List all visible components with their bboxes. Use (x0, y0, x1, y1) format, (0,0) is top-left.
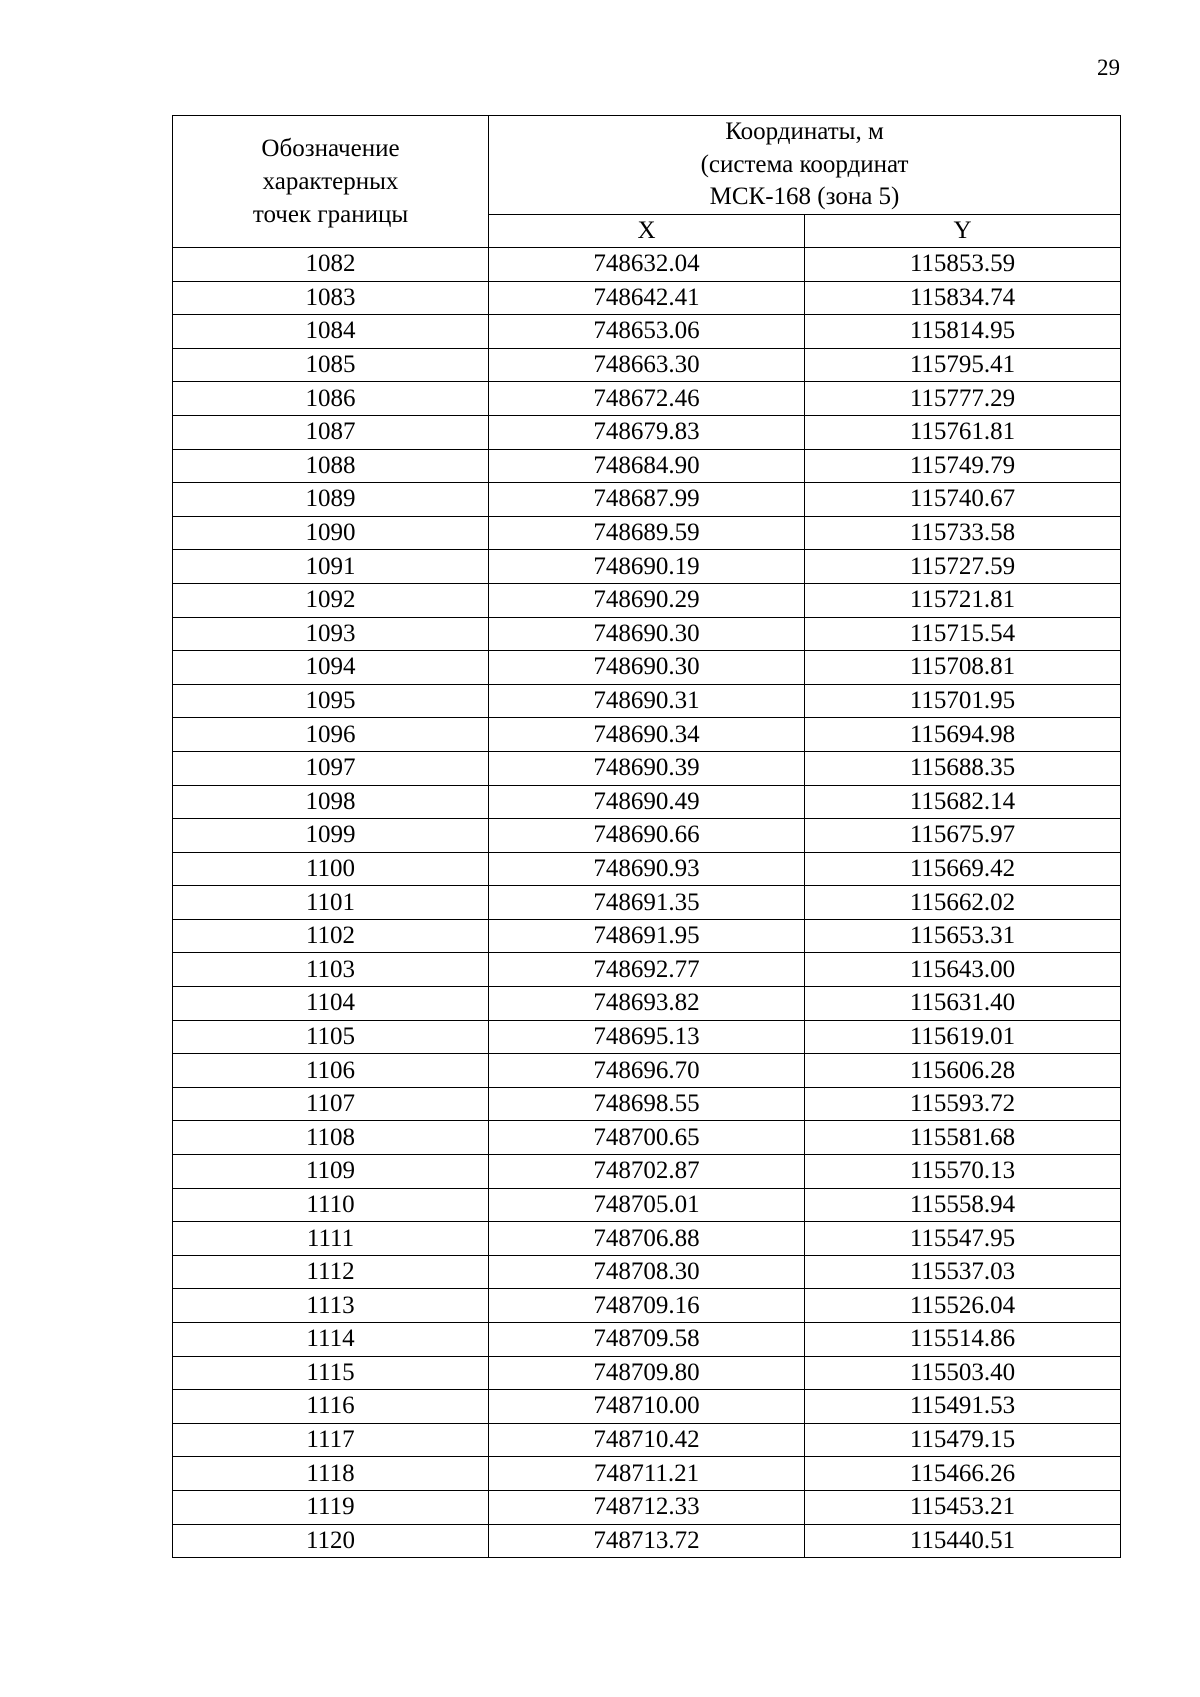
cell-point: 1118 (173, 1457, 489, 1491)
cell-point: 1104 (173, 987, 489, 1021)
cell-point: 1084 (173, 315, 489, 349)
cell-x: 748690.93 (489, 852, 805, 886)
cell-y: 115694.98 (805, 718, 1121, 752)
header-point-line3: точек границы (252, 201, 409, 228)
table-row (173, 886, 1121, 920)
cell-x: 748690.30 (489, 617, 805, 651)
cell-y: 115688.35 (805, 751, 1121, 785)
header-point-designation (173, 116, 489, 248)
table-body (173, 248, 1121, 1558)
cell-x: 748672.46 (489, 382, 805, 416)
header-point-designation-text (173, 132, 488, 231)
cell-x: 748705.01 (489, 1188, 805, 1222)
cell-x: 748679.83 (489, 415, 805, 449)
cell-y: 115708.81 (805, 651, 1121, 685)
cell-x: 748642.41 (489, 281, 805, 315)
cell-x: 748712.33 (489, 1490, 805, 1524)
cell-x: 748690.19 (489, 550, 805, 584)
table-row (173, 1490, 1121, 1524)
cell-point: 1108 (173, 1121, 489, 1155)
table-row (173, 718, 1121, 752)
cell-y: 115834.74 (805, 281, 1121, 315)
cell-point: 1116 (173, 1390, 489, 1424)
cell-y: 115733.58 (805, 516, 1121, 550)
cell-point: 1095 (173, 684, 489, 718)
cell-x: 748689.59 (489, 516, 805, 550)
cell-point: 1085 (173, 348, 489, 382)
cell-y: 115631.40 (805, 987, 1121, 1021)
cell-y: 115453.21 (805, 1490, 1121, 1524)
cell-point: 1106 (173, 1054, 489, 1088)
cell-y: 115503.40 (805, 1356, 1121, 1390)
cell-point: 1094 (173, 651, 489, 685)
table-row (173, 1087, 1121, 1121)
cell-y: 115547.95 (805, 1222, 1121, 1256)
table-row (173, 1457, 1121, 1491)
table-row (173, 281, 1121, 315)
cell-point: 1088 (173, 449, 489, 483)
table-row (173, 1222, 1121, 1256)
cell-x: 748709.16 (489, 1289, 805, 1323)
cell-x: 748690.30 (489, 651, 805, 685)
cell-x: 748696.70 (489, 1054, 805, 1088)
cell-point: 1096 (173, 718, 489, 752)
cell-x: 748690.39 (489, 751, 805, 785)
cell-y: 115662.02 (805, 886, 1121, 920)
header-point-line2: характерных (262, 168, 399, 195)
cell-point: 1082 (173, 248, 489, 282)
cell-y: 115761.81 (805, 415, 1121, 449)
cell-point: 1110 (173, 1188, 489, 1222)
cell-y: 115853.59 (805, 248, 1121, 282)
cell-point: 1112 (173, 1255, 489, 1289)
cell-x: 748702.87 (489, 1155, 805, 1189)
table-row (173, 751, 1121, 785)
table-row (173, 1289, 1121, 1323)
cell-x: 748709.58 (489, 1323, 805, 1357)
table-row (173, 382, 1121, 416)
cell-point: 1107 (173, 1087, 489, 1121)
cell-y: 115653.31 (805, 919, 1121, 953)
cell-point: 1087 (173, 415, 489, 449)
table-row (173, 583, 1121, 617)
header-y: Y (805, 215, 1121, 248)
cell-point: 1090 (173, 516, 489, 550)
cell-y: 115777.29 (805, 382, 1121, 416)
cell-x: 748690.29 (489, 583, 805, 617)
cell-x: 748690.66 (489, 819, 805, 853)
header-coordinates-line3: МСК-168 (зона 5) (709, 183, 900, 211)
cell-point: 1119 (173, 1490, 489, 1524)
cell-x: 748690.34 (489, 718, 805, 752)
table-row (173, 449, 1121, 483)
cell-point: 1102 (173, 919, 489, 953)
cell-y: 115440.51 (805, 1524, 1121, 1558)
cell-point: 1100 (173, 852, 489, 886)
table-row (173, 1423, 1121, 1457)
table-row (173, 987, 1121, 1021)
cell-y: 115558.94 (805, 1188, 1121, 1222)
cell-y: 115675.97 (805, 819, 1121, 853)
cell-y: 115795.41 (805, 348, 1121, 382)
table-row (173, 415, 1121, 449)
cell-point: 1109 (173, 1155, 489, 1189)
cell-x: 748663.30 (489, 348, 805, 382)
table-row (173, 1188, 1121, 1222)
table-row (173, 617, 1121, 651)
cell-x: 748700.65 (489, 1121, 805, 1155)
cell-y: 115740.67 (805, 483, 1121, 517)
cell-x: 748708.30 (489, 1255, 805, 1289)
cell-point: 1091 (173, 550, 489, 584)
cell-point: 1101 (173, 886, 489, 920)
cell-point: 1117 (173, 1423, 489, 1457)
cell-x: 748698.55 (489, 1087, 805, 1121)
cell-point: 1083 (173, 281, 489, 315)
cell-point: 1114 (173, 1323, 489, 1357)
table-row (173, 550, 1121, 584)
cell-point: 1099 (173, 819, 489, 853)
cell-x: 748693.82 (489, 987, 805, 1021)
cell-point: 1120 (173, 1524, 489, 1558)
header-row-top (173, 116, 1121, 215)
cell-point: 1086 (173, 382, 489, 416)
table-row (173, 348, 1121, 382)
cell-x: 748713.72 (489, 1524, 805, 1558)
cell-point: 1105 (173, 1020, 489, 1054)
table-row (173, 1155, 1121, 1189)
table-row (173, 516, 1121, 550)
cell-y: 115721.81 (805, 583, 1121, 617)
cell-x: 748710.42 (489, 1423, 805, 1457)
cell-x: 748691.95 (489, 919, 805, 953)
table-row (173, 315, 1121, 349)
cell-x: 748695.13 (489, 1020, 805, 1054)
cell-y: 115619.01 (805, 1020, 1121, 1054)
table-row (173, 1020, 1121, 1054)
cell-x: 748691.35 (489, 886, 805, 920)
cell-point: 1098 (173, 785, 489, 819)
cell-point: 1097 (173, 751, 489, 785)
cell-y: 115749.79 (805, 449, 1121, 483)
cell-y: 115526.04 (805, 1289, 1121, 1323)
header-coordinates-group (489, 116, 1121, 215)
cell-point: 1089 (173, 483, 489, 517)
table-row (173, 1323, 1121, 1357)
cell-y: 115606.28 (805, 1054, 1121, 1088)
cell-point: 1093 (173, 617, 489, 651)
cell-y: 115682.14 (805, 785, 1121, 819)
cell-x: 748706.88 (489, 1222, 805, 1256)
table-row (173, 651, 1121, 685)
cell-x: 748684.90 (489, 449, 805, 483)
table-row (173, 919, 1121, 953)
page-number: 29 (1097, 55, 1120, 80)
cell-y: 115814.95 (805, 315, 1121, 349)
table-header (173, 116, 1121, 248)
cell-point: 1092 (173, 583, 489, 617)
table-row (173, 1121, 1121, 1155)
table-row (173, 852, 1121, 886)
header-coordinates-line2: (система координат (700, 150, 909, 178)
cell-y: 115581.68 (805, 1121, 1121, 1155)
cell-y: 115514.86 (805, 1323, 1121, 1357)
table-row (173, 483, 1121, 517)
table-row (173, 1255, 1121, 1289)
cell-y: 115701.95 (805, 684, 1121, 718)
cell-x: 748690.31 (489, 684, 805, 718)
cell-y: 115727.59 (805, 550, 1121, 584)
table-row (173, 1524, 1121, 1558)
coordinates-table (172, 115, 1121, 1558)
cell-point: 1111 (173, 1222, 489, 1256)
cell-x: 748690.49 (489, 785, 805, 819)
cell-y: 115491.53 (805, 1390, 1121, 1424)
cell-x: 748653.06 (489, 315, 805, 349)
cell-x: 748692.77 (489, 953, 805, 987)
header-coordinates-line1: Координаты, м (725, 118, 884, 146)
cell-x: 748632.04 (489, 248, 805, 282)
table-row (173, 1390, 1121, 1424)
cell-point: 1113 (173, 1289, 489, 1323)
cell-y: 115570.13 (805, 1155, 1121, 1189)
cell-y: 115669.42 (805, 852, 1121, 886)
cell-point: 1115 (173, 1356, 489, 1390)
table-row (173, 1054, 1121, 1088)
cell-y: 115643.00 (805, 953, 1121, 987)
header-point-line1: Обозначение (261, 135, 400, 162)
table-row (173, 248, 1121, 282)
cell-y: 115479.15 (805, 1423, 1121, 1457)
table-row (173, 953, 1121, 987)
cell-y: 115537.03 (805, 1255, 1121, 1289)
cell-x: 748687.99 (489, 483, 805, 517)
cell-y: 115715.54 (805, 617, 1121, 651)
table-row (173, 785, 1121, 819)
table-row (173, 1356, 1121, 1390)
cell-point: 1103 (173, 953, 489, 987)
cell-x: 748709.80 (489, 1356, 805, 1390)
cell-y: 115593.72 (805, 1087, 1121, 1121)
table-row (173, 819, 1121, 853)
cell-y: 115466.26 (805, 1457, 1121, 1491)
table-row (173, 684, 1121, 718)
header-x: X (489, 215, 805, 248)
cell-x: 748710.00 (489, 1390, 805, 1424)
cell-x: 748711.21 (489, 1457, 805, 1491)
